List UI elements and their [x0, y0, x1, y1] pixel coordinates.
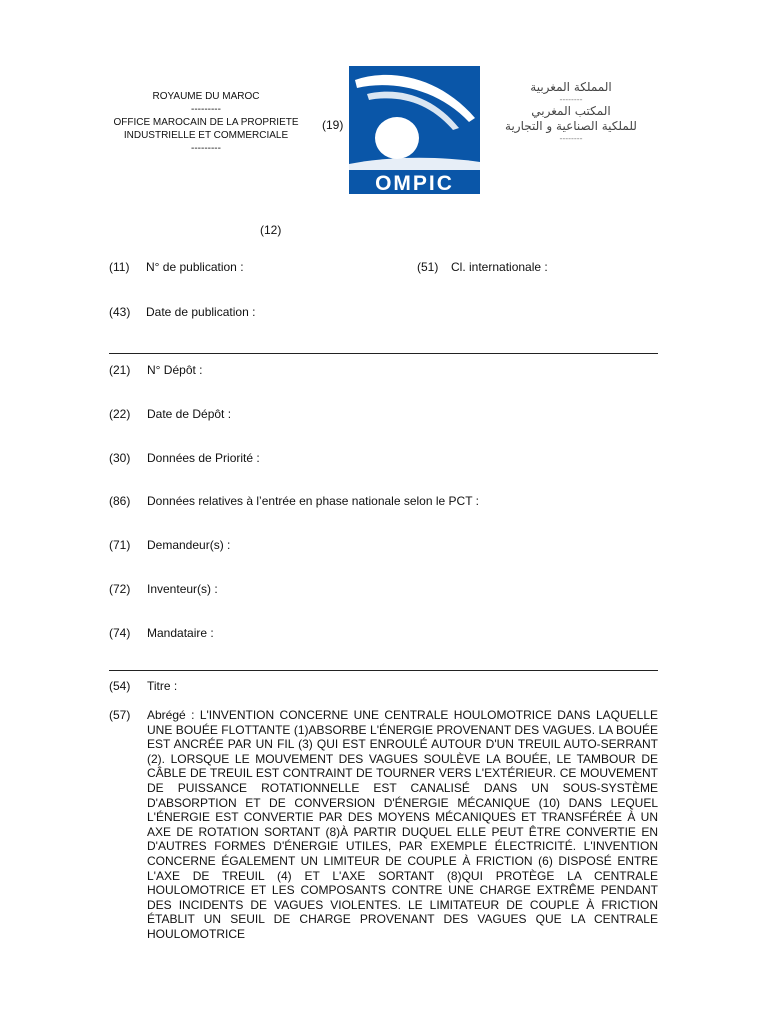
header-office-arabic: [496, 80, 646, 143]
field-code: (11): [109, 260, 130, 274]
field-cl-internationale: [417, 260, 548, 274]
field-code: (86): [109, 494, 131, 508]
field-code: (30): [109, 451, 131, 465]
field-depot-no: [109, 363, 203, 377]
header-office-arabic-line-1: المكتب المغربي: [531, 104, 611, 118]
field-label: Mandataire :: [147, 626, 214, 640]
field-code: (71): [109, 538, 131, 552]
header-separator-arabic: --------: [559, 134, 583, 143]
field-label: Titre :: [147, 679, 178, 693]
inid-code-19: (19): [322, 118, 344, 132]
inid-code-12: (12): [260, 223, 282, 237]
section-divider: [109, 353, 658, 354]
field-code: (22): [109, 407, 131, 421]
field-code: (51): [417, 260, 439, 274]
field-label: Données de Priorité :: [147, 451, 260, 465]
abstract-text: Abrégé : L'INVENTION CONCERNE UNE CENTRALE HOULOMOTRICE DANS LAQUELLE UNE BOUÉE FLOTTANTE (1)ABSORBE L'ÉNERGIE PROVENANT DES VAGUES. LA BOUÉE EST ANCRÉE PAR UN FIL (3) QUI EST ENROULÉ AUTOUR D'UN TREUIL AUTO-SERRANT (2). LORSQUE LE MOUVEMENT DES VAGUES SOULÈVE LA BOUÉE, LE TAMBOUR DE CÂBLE DE TREUIL EST CONTRAINT DE TOURNER VERS L'EXTÉRIEUR. CE MOUVEMENT DE PUISSANCE ROTATIONNELLE EST CANALISÉ DANS UN SOUS-SYSTÈME D'ABSORPTION ET DE CONVERSION D'ÉNERGIE MÉCANIQUE (10) DANS LEQUEL L'ÉNERGIE EST CONVERTIE PAR DES MOYENS MÉCANIQUES ET TRANSFÉRÉE À UN AXE DE ROTATION SORTANT (8)À PARTIR DUQUEL ELLE PEUT ÊTRE CONVERTIE EN D'AUTRES FORMES D'ÉNERGIE UTILES, PAR EXEMPLE ÉLECTRICITÉ. L'INVENTION CONCERNE ÉGALEMENT UN LIMITEUR DE COUPLE À FRICTION (6) DISPOSÉ ENTRE L'AXE DE TREUIL (4) ET L'AXE SORTANT (8)QUI PROTÈGE LA CENTRALE HOULOMOTRICE ET LES COMPOSANTS CONTRE UNE CHARGE EXTRÊME PENDANT DES INCIDENTS DE VAGUES VIOLENTES. LE LIMITATEUR DE COUPLE À FRICTION ÉTABLIT UN SEUIL DE CHARGE PROVENANT DES VAGUES QUE LA CENTRALE HOULOMOTRICE: [147, 708, 658, 941]
ompic-logo: [349, 66, 480, 194]
logo-circle: [375, 117, 419, 159]
header-office-arabic-line-2: للملكية الصناعية و التجارية: [505, 119, 637, 133]
field-label: Date de publication :: [146, 305, 256, 319]
field-code: (54): [109, 679, 131, 693]
field-code: (43): [109, 305, 131, 319]
field-label: Inventeur(s) :: [147, 582, 218, 596]
field-priorite: [109, 451, 260, 465]
field-label: N° de publication :: [146, 260, 244, 274]
field-date-depot: [109, 407, 231, 421]
field-code: (74): [109, 626, 131, 640]
field-code: (72): [109, 582, 131, 596]
field-label: Cl. internationale :: [451, 260, 548, 274]
field-label: Demandeur(s) :: [147, 538, 231, 552]
header-office-french: [100, 90, 312, 155]
field-label: N° Dépôt :: [147, 363, 203, 377]
header-kingdom-arabic: المملكة المغربية: [530, 80, 612, 94]
field-mandataire: [109, 626, 214, 640]
field-inventeur: [109, 582, 218, 596]
field-publication-no: [109, 260, 244, 274]
header-office-line-2: INDUSTRIELLE ET COMMERCIALE: [123, 130, 289, 141]
section-divider: [109, 670, 658, 671]
field-label: Date de Dépôt :: [147, 407, 232, 421]
field-code: (21): [109, 363, 131, 377]
field-date-publication: [109, 305, 255, 319]
header-separator-arabic: --------: [559, 95, 583, 104]
field-demandeur: [109, 538, 230, 552]
ompic-logo-graphic: [349, 66, 480, 194]
field-label: Données relatives à l’entrée en phase nationale selon le PCT :: [147, 494, 479, 508]
logo-text: OMPIC: [375, 172, 454, 194]
header-separator: ---------: [191, 143, 221, 154]
field-titre: [109, 679, 177, 693]
header-kingdom: ROYAUME DU MAROC: [152, 91, 260, 102]
header-separator: ---------: [191, 104, 221, 115]
abstract-code: (57): [109, 708, 131, 722]
field-pct: [109, 494, 479, 508]
header-office-line-1: OFFICE MAROCAIN DE LA PROPRIETE: [113, 117, 299, 128]
